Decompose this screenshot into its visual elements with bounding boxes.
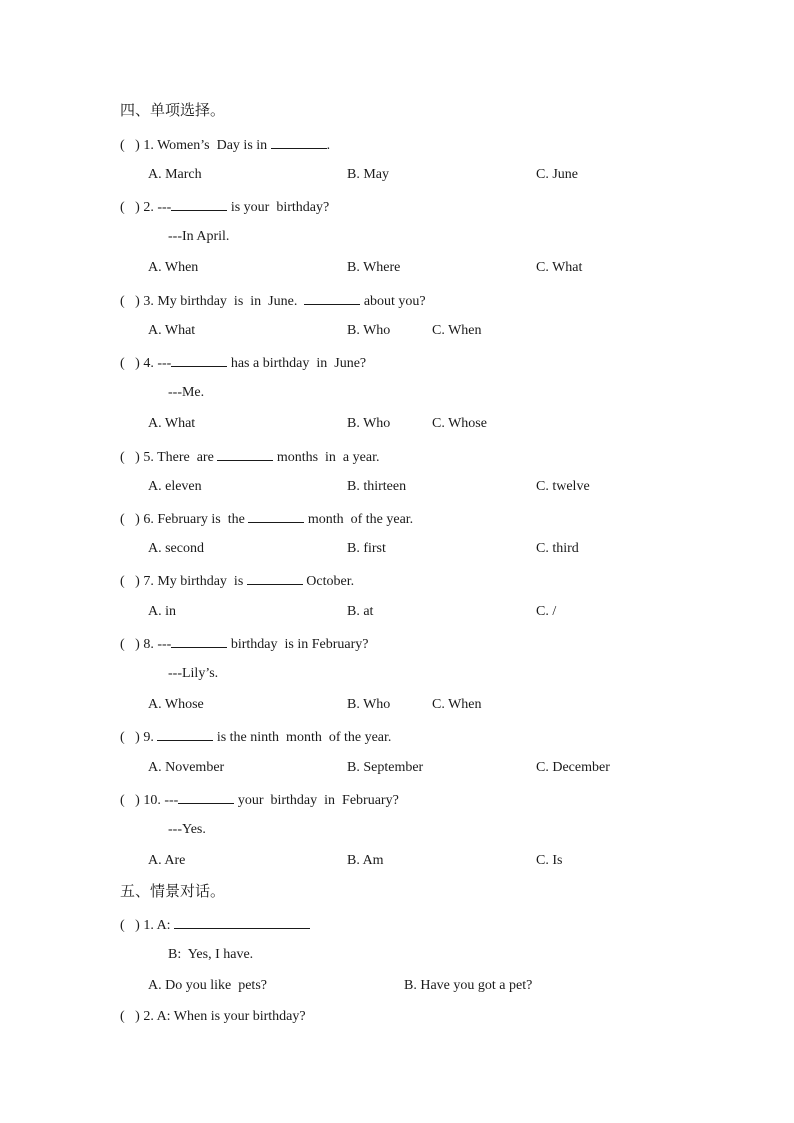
option-c[interactable]: C. Whose <box>432 416 487 431</box>
question-number: ( ) 10. <box>120 793 165 808</box>
option-a[interactable]: A. March <box>148 167 202 182</box>
question-8 <box>120 633 368 653</box>
question-3 <box>120 290 426 310</box>
option-b[interactable]: B. Who <box>347 697 391 712</box>
question-number: ( ) 2. <box>120 1009 157 1024</box>
option-a[interactable]: A. Are <box>148 853 186 868</box>
option-c[interactable]: C. December <box>536 760 610 775</box>
option-b[interactable]: B. Who <box>347 416 391 431</box>
answer-blank[interactable] <box>178 789 234 804</box>
answer-blank[interactable] <box>304 290 360 305</box>
option-a[interactable]: A. Do you like pets? <box>148 978 267 993</box>
dialog-reply: ---Lily’s. <box>168 666 219 681</box>
option-c[interactable]: C. When <box>432 697 482 712</box>
question-text: Women’s Day is in <box>157 138 271 153</box>
dialog-reply: ---In April. <box>168 229 230 244</box>
question-number: ( ) 7. <box>120 574 158 589</box>
question-10 <box>120 789 399 809</box>
option-c[interactable]: C. Is <box>536 853 563 868</box>
question-number: ( ) 2. <box>120 200 158 215</box>
question-number: ( ) 3. <box>120 294 158 309</box>
dialog-reply: B: Yes, I have. <box>168 947 254 962</box>
dialog-question-1 <box>120 914 310 934</box>
question-6 <box>120 508 413 528</box>
question-number: ( ) 8. <box>120 637 158 652</box>
question-number: ( ) 9. <box>120 730 158 745</box>
question-number: ( ) 6. <box>120 512 158 527</box>
option-b[interactable]: B. Am <box>347 853 384 868</box>
option-b[interactable]: B. at <box>347 604 374 619</box>
answer-blank[interactable] <box>157 726 213 741</box>
option-b[interactable]: B. May <box>347 167 389 182</box>
option-b[interactable]: B. Have you got a pet? <box>404 978 533 993</box>
question-text-end: month of the year. <box>304 512 414 527</box>
answer-blank[interactable] <box>171 633 227 648</box>
question-text: --- <box>164 793 179 808</box>
answer-blank[interactable] <box>217 446 273 461</box>
option-c[interactable]: C. What <box>536 260 583 275</box>
answer-blank[interactable] <box>174 914 310 929</box>
dialog-question-2 <box>120 1007 306 1027</box>
question-text: My birthday is in June. <box>157 294 305 309</box>
question-number: ( ) 1. <box>120 138 158 153</box>
question-text-end: . <box>326 138 331 153</box>
option-a[interactable]: A. What <box>148 416 196 431</box>
question-text: A: When is your birthday? <box>156 1009 306 1024</box>
answer-blank[interactable] <box>248 508 304 523</box>
option-c[interactable]: C. When <box>432 323 482 338</box>
question-text-end: is the ninth month of the year. <box>213 730 392 745</box>
question-text: A: <box>156 918 175 933</box>
question-text: --- <box>157 637 172 652</box>
question-text-end: is your birthday? <box>227 200 330 215</box>
section-four-title: 四、单项选择。 <box>120 101 226 119</box>
option-b[interactable]: B. first <box>347 541 386 556</box>
answer-blank[interactable] <box>171 352 227 367</box>
answer-blank[interactable] <box>171 196 227 211</box>
section-five-title: 五、情景对话。 <box>120 882 226 900</box>
question-text: My birthday is <box>157 574 247 589</box>
option-a[interactable]: A. Whose <box>148 697 204 712</box>
question-text-end: months in a year. <box>273 450 380 465</box>
dialog-reply: ---Me. <box>168 385 205 400</box>
question-text: --- <box>157 200 172 215</box>
question-text-end: October. <box>302 574 355 589</box>
option-b[interactable]: B. Who <box>347 323 391 338</box>
option-b[interactable]: B. September <box>347 760 424 775</box>
option-b[interactable]: B. thirteen <box>347 479 407 494</box>
option-c[interactable]: C. / <box>536 604 557 619</box>
question-1 <box>120 134 330 154</box>
option-a[interactable]: A. When <box>148 260 199 275</box>
question-7 <box>120 570 354 590</box>
question-number: ( ) 5. <box>120 450 158 465</box>
question-4 <box>120 352 366 372</box>
question-2 <box>120 196 329 216</box>
question-text-end: has a birthday in June? <box>227 356 367 371</box>
question-number: ( ) 1. <box>120 918 157 933</box>
answer-blank[interactable] <box>271 134 327 149</box>
option-c[interactable]: C. twelve <box>536 479 590 494</box>
question-text-end: birthday is in February? <box>227 637 369 652</box>
question-number: ( ) 4. <box>120 356 158 371</box>
option-c[interactable]: C. June <box>536 167 578 182</box>
question-5 <box>120 446 379 466</box>
option-c[interactable]: C. third <box>536 541 579 556</box>
option-a[interactable]: A. eleven <box>148 479 202 494</box>
dialog-reply: ---Yes. <box>168 822 206 837</box>
answer-blank[interactable] <box>247 570 303 585</box>
question-9 <box>120 726 391 746</box>
option-a[interactable]: A. second <box>148 541 204 556</box>
option-b[interactable]: B. Where <box>347 260 401 275</box>
option-a[interactable]: A. in <box>148 604 176 619</box>
option-a[interactable]: A. November <box>148 760 225 775</box>
question-text-end: about you? <box>360 294 426 309</box>
option-a[interactable]: A. What <box>148 323 196 338</box>
question-text: February is the <box>157 512 249 527</box>
question-text: There are <box>157 450 218 465</box>
question-text: --- <box>157 356 172 371</box>
question-text-end: your birthday in February? <box>234 793 399 808</box>
